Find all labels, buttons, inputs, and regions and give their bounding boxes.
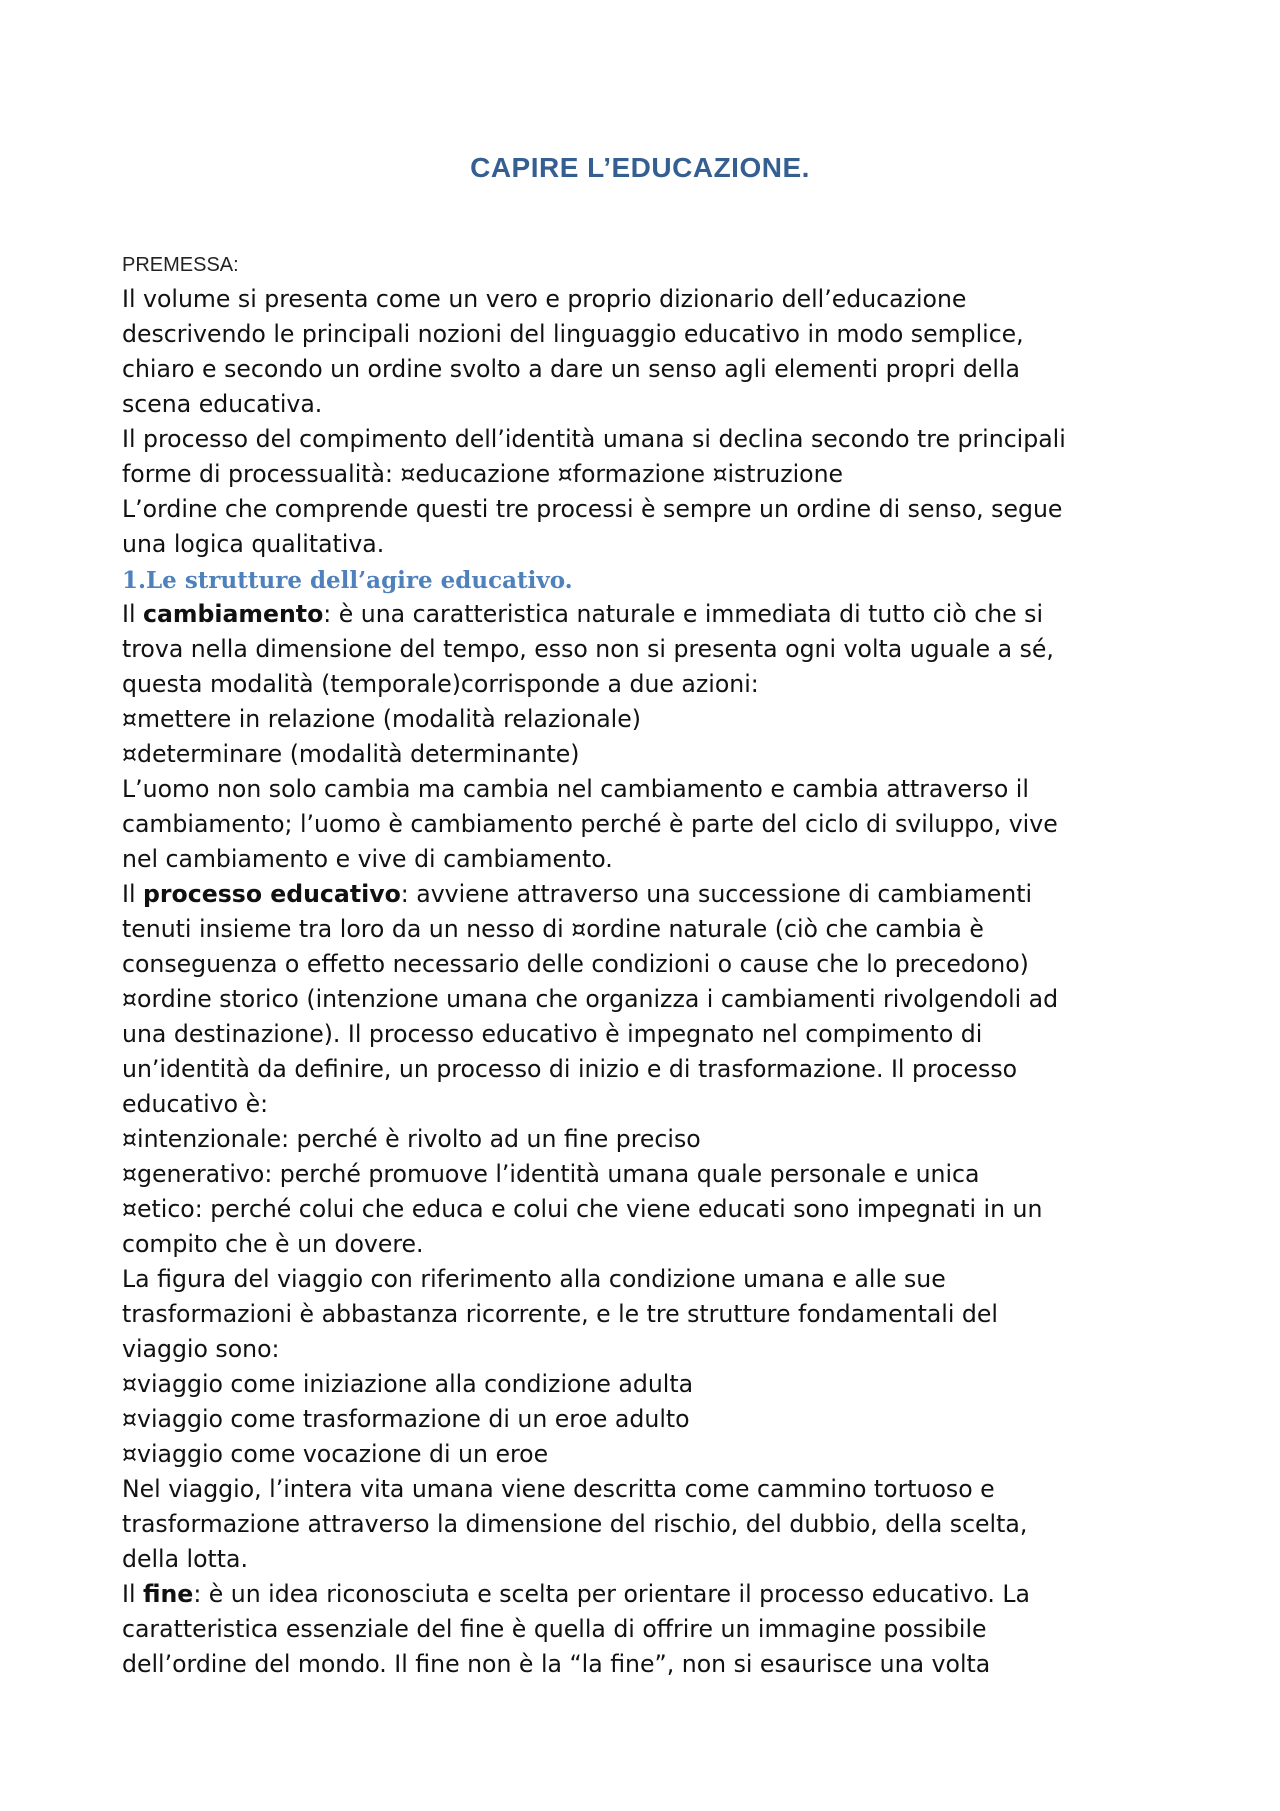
body-line: trasformazioni è abbastanza ricorrente, e le tre strutture fondamentali del <box>122 1300 998 1328</box>
body-line: compito che è un dovere. <box>122 1230 424 1258</box>
body-line: ¤mettere in relazione (modalità relazionale) <box>122 705 641 733</box>
body-line: ¤etico: perché colui che educa e colui che viene educati sono impegnati in un <box>122 1195 1043 1223</box>
body-line: una logica qualitativa. <box>122 530 385 558</box>
document-title: CAPIRE L’EDUCAZIONE. <box>470 152 810 183</box>
body-line: ¤viaggio come trasformazione di un eroe adulto <box>122 1405 690 1433</box>
body-line: dell’ordine del mondo. Il fine non è la “la fine”, non si esaurisce una volta <box>122 1650 991 1678</box>
line-text: : avviene attraverso una successione di cambiamenti <box>400 880 1032 908</box>
body-line: educativo è: <box>122 1090 269 1118</box>
body-line: Nel viaggio, l’intera vita umana viene descritta come cammino tortuoso e <box>122 1475 995 1503</box>
body-line: trasformazione attraverso la dimensione del rischio, del dubbio, della scelta, <box>122 1510 1028 1538</box>
body-line: chiaro e secondo un ordine svolto a dare un senso agli elementi propri della <box>122 355 1020 383</box>
line-text: : è un idea riconosciuta e scelta per orientare il processo educativo. La <box>193 1580 1031 1608</box>
premessa-label: PREMESSA: <box>122 254 239 276</box>
body-line: La figura del viaggio con riferimento alla condizione umana e alle sue <box>122 1265 946 1293</box>
body-line: ¤ordine storico (intenzione umana che organizza i cambiamenti rivolgendoli ad <box>122 985 1059 1013</box>
body-line: ¤viaggio come vocazione di un eroe <box>122 1440 549 1468</box>
line-text: Il <box>122 600 144 628</box>
term-cambiamento: cambiamento <box>143 600 324 628</box>
body-line: Il volume si presenta come un vero e proprio dizionario dell’educazione <box>122 285 967 313</box>
body-line: conseguenza o effetto necessario delle condizioni o cause che lo precedono) <box>122 950 1029 978</box>
body-line: questa modalità (temporale)corrisponde a due azioni: <box>122 670 759 698</box>
body-line: ¤intenzionale: perché è rivolto ad un fine preciso <box>122 1125 701 1153</box>
body-line: L’uomo non solo cambia ma cambia nel cambiamento e cambia attraverso il <box>122 775 1029 803</box>
term-processo-educativo: processo educativo <box>143 880 401 908</box>
section-heading: 1.Le strutture dell’agire educativo. <box>122 567 573 594</box>
body-line: ¤generativo: perché promuove l’identità umana quale personale e unica <box>122 1160 980 1188</box>
body-line: cambiamento; l’uomo è cambiamento perché è parte del ciclo di sviluppo, vive <box>122 810 1058 838</box>
document-body <box>122 282 1182 1682</box>
body-line: descrivendo le principali nozioni del linguaggio educativo in modo semplice, <box>122 320 1024 348</box>
body-line: L’ordine che comprende questi tre processi è sempre un ordine di senso, segue <box>122 495 1063 523</box>
line-text: Il <box>122 1580 144 1608</box>
term-fine: fine <box>143 1580 194 1608</box>
body-line: nel cambiamento e vive di cambiamento. <box>122 845 613 873</box>
body-line <box>122 1577 1182 1612</box>
body-line: una destinazione). Il processo educativo è impegnato nel compimento di <box>122 1020 983 1048</box>
body-line: ¤determinare (modalità determinante) <box>122 740 580 768</box>
body-line: della lotta. <box>122 1545 249 1573</box>
body-line: un’identità da definire, un processo di inizio e di trasformazione. Il processo <box>122 1055 1018 1083</box>
line-text: : è una caratteristica naturale e immediata di tutto ciò che si <box>323 600 1044 628</box>
line-text: Il <box>122 880 144 908</box>
body-line: scena educativa. <box>122 390 323 418</box>
body-line: Il processo del compimento dell’identità umana si declina secondo tre principali <box>122 425 1066 453</box>
body-line <box>122 597 1182 632</box>
body-line: viaggio sono: <box>122 1335 280 1363</box>
body-line: trova nella dimensione del tempo, esso non si presenta ogni volta uguale a sé, <box>122 635 1054 663</box>
body-line: caratteristica essenziale del fine è quella di offrire un immagine possibile <box>122 1615 987 1643</box>
body-line: tenuti insieme tra loro da un nesso di ¤ordine naturale (ciò che cambia è <box>122 915 984 943</box>
body-line: forme di processualità: ¤educazione ¤formazione ¤istruzione <box>122 460 844 488</box>
body-line <box>122 877 1182 912</box>
body-line: ¤viaggio come iniziazione alla condizione adulta <box>122 1370 694 1398</box>
